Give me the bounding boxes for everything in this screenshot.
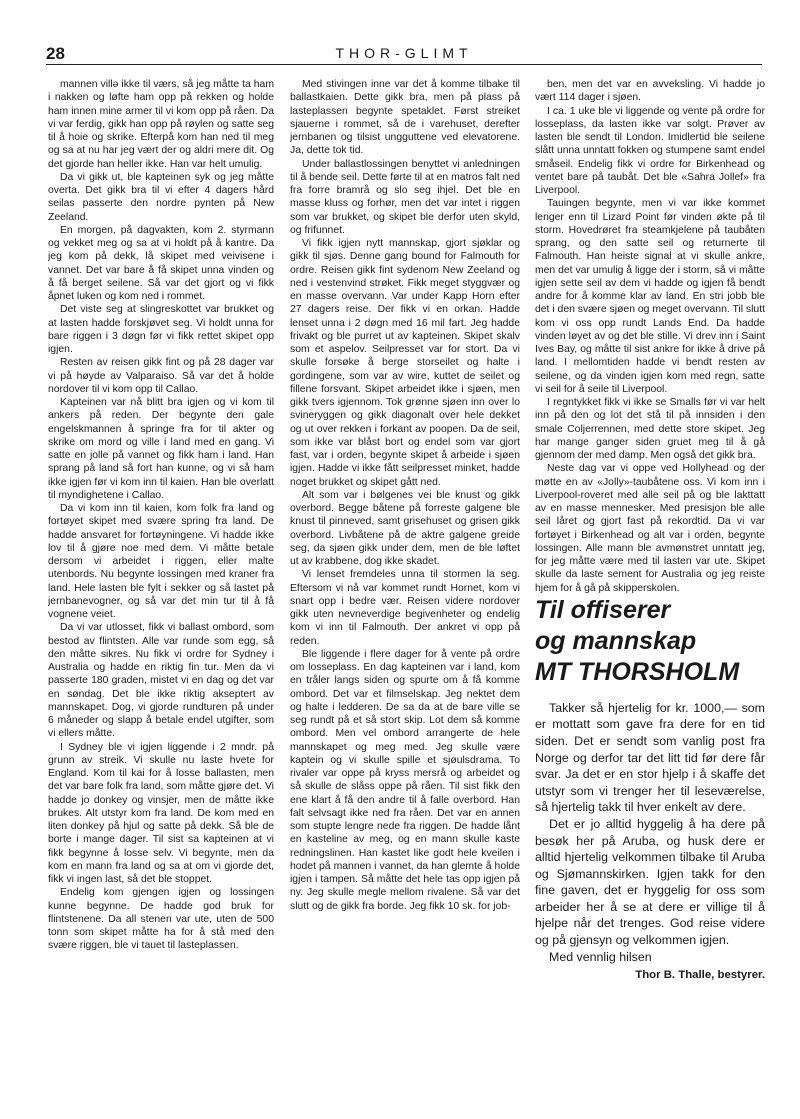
paragraph: Vi lenset fremdeles unna til stormen la seg. Eftersom vi nå var kommet rundt Hornet, kom vi snart opp i bedre vær. Reisen videre nordover gikk uten nevneverdige begivenheter og endelig kom vi inn til Falmouth. Der ankret vi opp på reden. (290, 569, 520, 647)
paragraph: Da vi gikk ut, ble kapteinen syk og jeg måtte overta. Det gikk bra til vi efter 4 dagers hård seilas passerte den nordre pynten på New Zeeland. (48, 171, 274, 223)
paragraph: Endelig kom gjengen igjen og lossingen kunne begynne. De hadde god bruk for flintstenene. Da all stenen var ute, uten de 500 tonn som skipet måtte ha for å stå med den svære riggen, ble vi tauet til lasteplassen. (48, 887, 274, 952)
paragraph: Tauingen begynte, men vi var ikke kommet lenger enn til Lizard Point før vinden økte på til storm. Hovedrøret fra steamkjelene på taubåten sprang, og den satte seil og returnerte til Falmouth. Han heiste signal at vi skulle ankre, men det var umulig å ligge der i storm, så vi måtte igjen sette seil av dem vi hadde og igjen få bendt andre for å komme klar av land. En stri jobb ble det i den svære sjøen og meget overvann. Til slutt kom vi oss opp rundt Lands End. Da hadde vinden løyet av og det ble stille. Vi drev inn i Saint Ives Bay, og måtte til sist ankre for ikke å drive på land. I mellomtiden hadde vi bendt resten av seilene, og da vinden igjen kom med regn, satte vi seil for å seile til Liverpool. (535, 198, 765, 395)
notice-body (535, 700, 765, 984)
notice-title-line: og mannskap (535, 626, 697, 655)
page-header (46, 42, 762, 65)
paragraph: I ca. 1 uke ble vi liggende og vente på ordre for losseplass, da lasten ikke var solgt. Prøver av lasten ble sendt til London. Imidlertid ble seilene slått unna unntatt fokken og stumpene samt endel småseil. Endelig fikk vi ordre for Birkenhead og ventet bare på taubåt. Det ble «Sahra Jollef» fra Liverpool. (535, 105, 765, 196)
paragraph: Da vi var utlosset, fikk vi ballast ombord, som bestod av flintsten. Alle var runde som egg, så den måtte sikres. Nu fikk vi ordre for Sydney i Australia og hadde en riktig fin tur. Men da vi passerte 180 graden, mistet vi en dag og det var en søndag. Det ble ikke riktig akseptert av mannskapet. Dog, vi gjorde rundturen på under 6 måneder og slapp å betale endel utgifter, som vi ellers måtte. (48, 622, 274, 740)
paragraph: En morgen, på dagvakten, kom 2. styrmann og vekket meg og sa at vi holdt på å kantre. Da jeg kom på dekk, lå skipet med veivisene i vannet. Det var bare å få skipet unna vinden og å få berget seilene. Så var det gjort og vi fikk åpnet luken og kom ned i rommet. (48, 224, 274, 302)
paragraph: I Sydney ble vi igjen liggende i 2 mndr. på grunn av streik. Vi skulle nu laste hvete for England. Kom til kai for å losse ballasten, men det var bare folk fra land, som måtte gjøre det. Vi hadde jo donkey og vinsjer, men de måtte ikke brukes. Alt utstyr kom fra land. De kom med en liten donkey på hjul og satte på dekk. Så ble de borte i mange dager. Til sist sa kapteinen at vi fikk begynne å losse selv. Vi begynte, men da kom en mann fra land og sa at om vi gjorde det, fikk vi ingen last, så det ble stoppet. (48, 741, 274, 885)
notice-paragraph: Det er jo alltid hyggelig å ha dere på besøk her på Aruba, og husk dere er alltid hjertelig velkommen tilbake til Aruba og Sjømannskirken. Igjen takk for den fine gaven, det er hyggelig for oss som arbeider her å se at dere er villige til å hjelpe når det trenges. God reise videre og på gjensyn og velkommen igjen. (535, 816, 765, 948)
paragraph: Kapteinen var nå blitt bra igjen og vi kom til ankers på reden. Der begynte den gale engelskmannen å springe fra for til akter og skrike om mord og ville i land med en gang. Vi satte en jolle på vannet og fikk ham i land. Han sprang på land så fort han kunne, og vi så ham ikke igjen før vi kom inn til kaien. Han ble overlatt til myndighetene i Callao. (48, 397, 274, 501)
notice-paragraph: Takker så hjertelig for kr. 1000,— som er mottatt som gave fra dere for en tid siden. Det er sendt som vanlig post fra Norge og derfor tar det litt tid før dere får svar. Ja det er en stor hjelp i å skaffe det utstyr som vi trenger her til leseværelse, så hjertelig takk til hver enkelt av dere. (535, 700, 765, 815)
notice-paragraph: Med vennlig hilsen (549, 949, 652, 964)
signature: Thor B. Thalle, bestyrer. (635, 969, 765, 982)
paragraph: Med stivingen inne var det å komme tilbake til ballastkaien. Dette gikk bra, men på plass på lasteplassen begynte spetaklet. Først streiket sjauerne i rommet, så de i varehuset, derefter jernbanen og tilsist ungguttene ved elevatorene. Ja, dette tok tid. (290, 79, 520, 157)
paragraph: Under ballastlossingen benyttet vi anledningen til å bende seil. Dette førte til at en matros falt ned fra forre bramrå og slo seg ihjel. Det ble en masse kluss og forhør, men det var intet i riggen som var brukket, og skipet ble derfor uten skyld, og frifunnet. (290, 158, 520, 236)
notice-title-line: MT THORSHOLM (535, 657, 740, 686)
paragraph: mannen villə ikke til værs, så jeg måtte ta ham i nakken og løfte ham opp på rekken og holde ham innen mine armer til vi kom opp på råen. Da vi var ferdig, gikk han opp på røylen og satte seg til å hoie og skrike. Efterpå kom han ned til meg og sa at nu har jeg vært der og aldri mere dit. Og det gjorde han heller ikke. Han var helt umulig. (48, 79, 274, 170)
paragraph: Da vi kom inn til kaien, kom folk fra land og fortøyet skipet med svære spring fra land. De hadde ansvaret for fortøyningene. Vi hadde ikke lov til å gjøre noe med dem. Vi måtte betale dersom vi arbeidet i riggen, eller malte utenbords. Nu begynte lossingen med kraner fra land. Hele lasten ble fylt i sekker og så lastet på jernbanevogner, og så var det min tur til å få vognene veiet. (48, 503, 274, 620)
article-column-1 (48, 78, 274, 1093)
thank-you-notice (535, 595, 765, 984)
paragraph: Det viste seg at slingreskottet var brukket og at lasten hadde forskjøvet seg. Vi holdt unna for bare riggen i 3 døgn før vi fikk rettet skipet opp igjen. (48, 304, 274, 355)
paragraph: Ble liggende i flere dager for å vente på ordre om losseplass. En dag kapteinen var i land, kom en tråler langs siden og spurte om å få komme ombord. Det var et filmselskap. Jeg nektet dem og halte i ledderen. De sa da at de bare ville se seg rundt på et så stort skip. Lot dem så komme ombord. Men vel ombord arrangerte de hele mannskapet og meg med. Jeg skulle være kaptein og vi skulle spille et sjøulsdrama. To rivaler var oppe på kryss mersrå og arbeidet og så skulle de slåss oppe på råen. Til sist fikk den ene klart å få den andre til å falle overbord. Han falt selvsagt ikke ned fra råen. Det var en annen som stupte lengre nede fra riggen. De hadde lånt en kasteline av meg, og en mann skulle kaste redningslinen. Han kastet like godt hele kveilen i hodet på mannen i vannet, da han glemte å holde igjen i tampen. Så måtte det hele tas opp igjen på ny. Jeg skulle megle mellom rivalene. Så var det slutt og de gikk fra borde. Jeg fikk 10 sk. for job- (290, 648, 520, 912)
paragraph: Neste dag var vi oppe ved Hollyhead og der møtte en av «Jolly»-taubåtene oss. Vi kom inn i Liverpool-roveret med alle seil på og ble lakttatt av en masse mennesker. Med presisjon ble alle seil låret og gjort fast på rekordtid. Da vi var fortøyet i Birkenhead og alt var i orden, begynte lossingen. Alle mann ble avmønstret unntatt jeg, for jeg måtte være med til lasten var ute. Skipet skulle da laste sement for Australia og jeg reiste hjem for å gå på skipperskolen. (535, 463, 765, 594)
article-column-3 (535, 78, 765, 1093)
paragraph: Alt som var i bølgenes vei ble knust og gikk overbord. Begge båtene på forreste galgene ble knust til pinneved, samt grisehuset og grisen gikk overbord. Livbåtene på de aktre galgene greide seg, da sjøen gikk under dem, men de ble løftet ut av krabbene, dog ikke skadet. (290, 489, 520, 567)
paragraph: Resten av reisen gikk fint og på 28 dager var vi på høyde av Valparaiso. Så var det å holde nordover til vi kom opp til Callao. (48, 357, 274, 395)
paragraph: I regntykket fikk vi ikke se Smalls før vi var helt inn på den og lot det stå til på innsiden i den smale Coljerrennen, med dette store skipet. Jeg har mange ganger siden gruet meg til å gå gjennom der med damp. Men også det gikk bra. (535, 397, 765, 461)
notice-title-line: Til offiserer (535, 595, 671, 624)
article-column-2 (290, 78, 520, 1093)
paragraph: ben, men det var en avveksling. Vi hadde jo vært 114 dager i sjøen. (535, 79, 765, 104)
page-number: 28 (46, 44, 65, 63)
magazine-title: THOR-GLIMT (335, 45, 473, 61)
paragraph: Vi fikk igjen nytt mannskap, gjort sjøklar og gikk til sjøs. Denne gang bound for Falmouth for ordre. Reisen gikk fint sydenom New Zeeland og ned i vestenvind strøket. Fikk meget styggvær og en masse overvann. Var under Kapp Horn efter 27 dagers reise. Der fikk vi en orkan. Hadde lenset unna i 2 døgn med 16 mil fart. Jeg hadde frivakt og ble purret ut av kapteinen. Skipet skalv som et aspelov. Seilpresset var for stort. Da vi skulle forsøke å berge storseilet og halte i gordingene, som var av wire, kuttet de seilet og fillene forsvant. Skipet arbeidet ikke i sjøen, men gikk tvers igjennom. Tok grønne sjøen inn over lo svineryggen og gikk diagonalt over hele dekket og ut over rekken i forkant av poopen. Da de seil, som ikke var blåst bort og endel som var gjort fast, var i orden, begynte skipet å arbeide i sjøen igjen. Hadde vi ikke fått seilpresset minket, hadde noget brukket og skipet gått ned. (290, 238, 520, 488)
